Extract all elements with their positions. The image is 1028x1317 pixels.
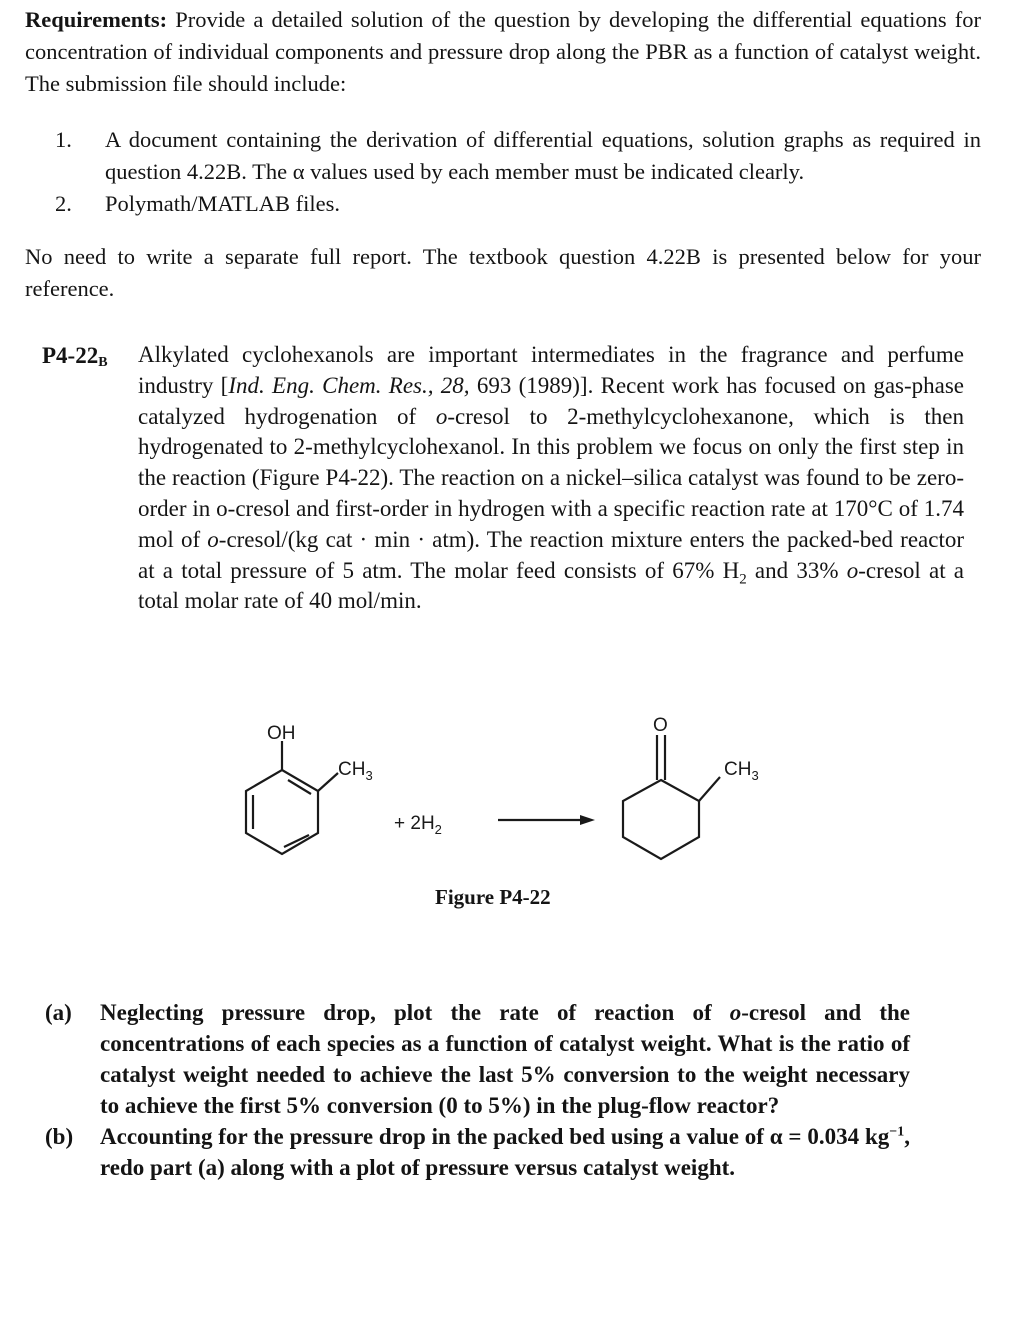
reference-note: No need to write a separate full report. The textbook question 4.22B is presented below for your reference. bbox=[25, 244, 981, 301]
list-item-number: 1. bbox=[55, 127, 72, 152]
reaction-scheme bbox=[210, 705, 810, 880]
question-part: (b) Accounting for the pressure drop in the packed bed using a value of α = 0.034 $kg^{-1}$, redo part (a) along with a plot of pressure versus catalyst weight. bbox=[45, 1121, 910, 1183]
problem-label: $P4-22_B$ bbox=[42, 343, 108, 370]
carbonyl-o-label: O bbox=[653, 715, 668, 736]
requirements-paragraph bbox=[25, 4, 981, 100]
citation: Ind. Eng. Chem. Res., 28, bbox=[228, 372, 470, 398]
oh-label: OH bbox=[267, 723, 296, 744]
methyl-label-left: $CH_3$ bbox=[338, 759, 373, 783]
figure-caption: Figure P4-22 bbox=[435, 885, 551, 909]
hydrogen-term: + $2H_2$ bbox=[394, 813, 442, 837]
requirements-label: Requirements: bbox=[25, 7, 168, 32]
problem-statement: Alkylated cyclohexanols are important intermediates in the fragrance and perfume industry [Ind. Eng. Chem. Res., 28, 693 (1989)]. Recent work has focused on gas-phase catalyzed hydrogenation of o-cresol to 2-methylcyclohexanone, which is then hydrogenated to 2-methylcyclohexanol. In this problem we focus on only the first step in the reaction (Figure P4-22). The reaction on a nickel–silica catalyst was found to be zero-order in o-cresol and first-order in hydrogen with a specific reaction rate at 170°C of 1.74 mol of o-cresol/(kg cat · min · atm). The reaction mixture enters the packed-bed reactor at a total pressure of 5 atm. The molar feed consists of 67% $H_2$ and 33% o-cresol at a total molar rate of 40 mol/min. bbox=[138, 342, 965, 614]
cyclohexanone-ring bbox=[623, 735, 720, 859]
list-item-text: A document containing the derivation of differential equations, solution graphs as required in question 4.22B. The α values used by each member must be indicated clearly. bbox=[105, 127, 981, 184]
list-item-text: Polymath/MATLAB files. bbox=[105, 191, 340, 216]
part-label: (a) bbox=[45, 1000, 72, 1025]
requirements-text: Provide a detailed solution of the question by developing the differential equations for concentration of individual components and pressure drop along the PBR as a function of catalyst weight. The submission file should include: bbox=[25, 7, 981, 96]
reaction-arrow bbox=[498, 815, 595, 825]
list-item bbox=[55, 124, 981, 188]
question-parts bbox=[45, 997, 910, 1183]
question-part: (a) Neglecting pressure drop, plot the rate of reaction of o-cresol and the concentrations of each species as a function of catalyst weight. What is the ratio of catalyst weight needed to achieve the last 5% conversion to the weight necessary to achieve the first 5% conversion (0 to 5%) in the plug-flow reactor? bbox=[45, 997, 910, 1121]
benzene-ring bbox=[246, 741, 338, 854]
submission-list bbox=[55, 124, 981, 220]
list-item bbox=[55, 188, 981, 220]
methyl-label-right: $CH_3$ bbox=[724, 759, 759, 783]
list-item-number: 2. bbox=[55, 191, 72, 216]
part-label: (b) bbox=[45, 1124, 74, 1149]
